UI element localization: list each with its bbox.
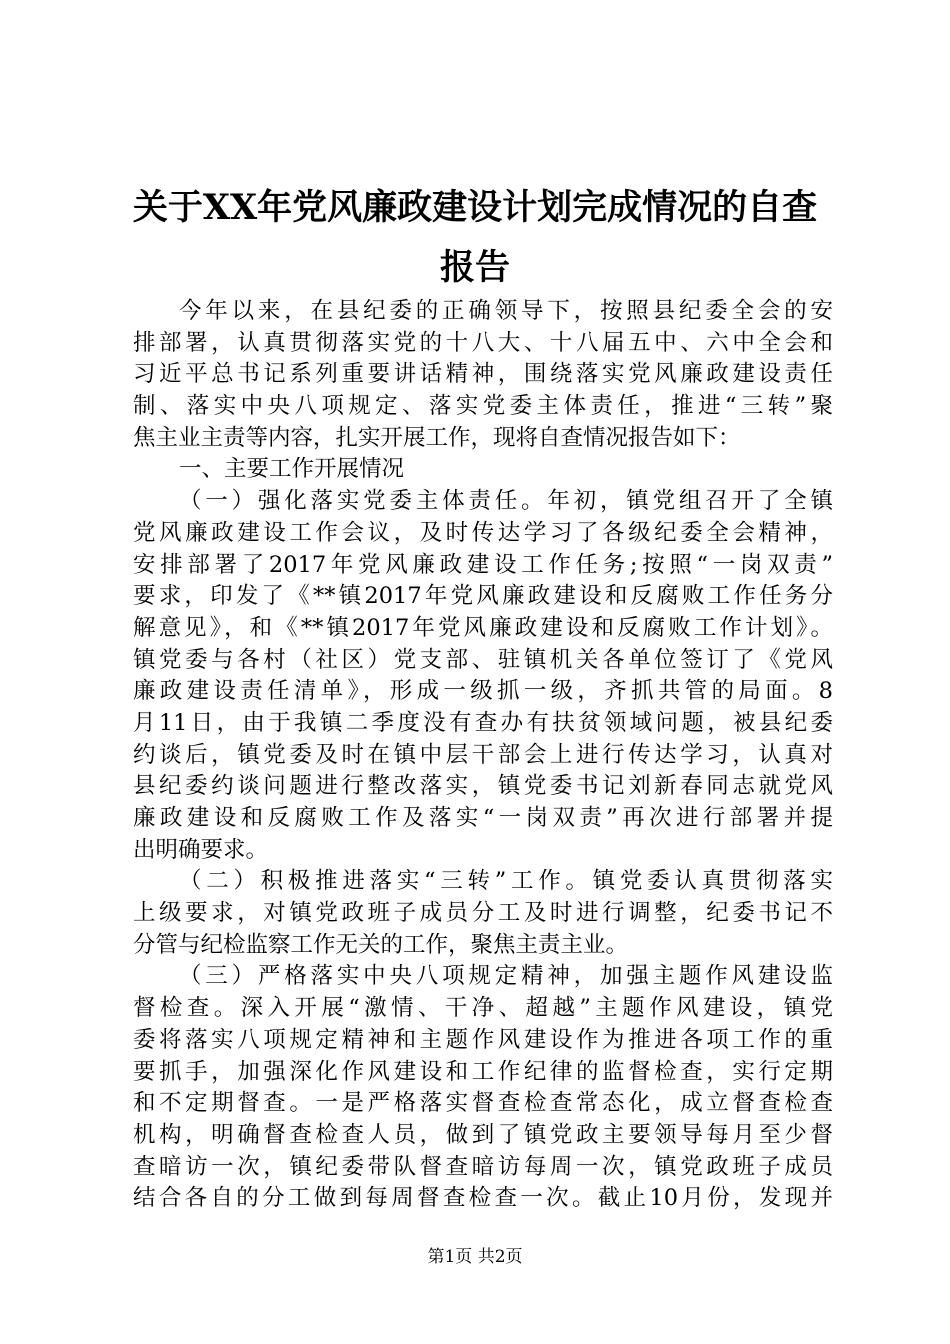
body-line: 习近平总书记系列重要讲话精神，围绕落实党风廉政建设责任 — [133, 361, 833, 388]
body-line: 委将落实八项规定精神和主题作风建设作为推进各项工作的重 — [133, 1026, 833, 1053]
body-line: 分管与纪检监察工作无关的工作，聚焦主责主业。 — [133, 931, 629, 958]
body-line: 镇党委与各村（社区）党支部、驻镇机关各单位签订了《党风 — [133, 646, 833, 673]
body-line: 要抓手，加强深化作风建设和工作纪律的监督检查，实行定期 — [133, 1058, 833, 1085]
body-line: 出明确要求。 — [133, 836, 269, 863]
body-line: 要求，印发了《**镇2017年党风廉政建设和反腐败工作任务分 — [133, 583, 833, 610]
body-line: （三）严格落实中央八项规定精神，加强主题作风建设监 — [179, 963, 833, 990]
body-line: 解意见》，和《**镇2017年党风廉政建设和反腐败工作计划》。 — [133, 614, 833, 641]
body-line: 排部署，认真贯彻落实党的十八大、十八届五中、六中全会和 — [133, 329, 833, 356]
body-line: （二）积极推进落实“三转”工作。镇党委认真贯彻落实 — [179, 868, 833, 895]
document-body — [133, 296, 833, 1215]
document-title-line-2: 报告 — [439, 247, 510, 288]
body-line: 查暗访一次，镇纪委带队督查暗访每周一次，镇党政班子成员 — [133, 1153, 833, 1180]
body-line: 机构，明确督查检查人员，做到了镇党政主要领导每月至少督 — [133, 1121, 833, 1148]
page-footer: 第1页 共2页 — [427, 1247, 523, 1267]
section-heading: 一、主要工作开展情况 — [179, 456, 405, 483]
body-line: 焦主业主责等内容，扎实开展工作，现将自查情况报告如下： — [133, 424, 741, 451]
body-line: 结合各自的分工做到每周督查检查一次。截止10月份，发现并 — [133, 1185, 833, 1212]
body-line: 党风廉政建设工作会议，及时传达学习了各级纪委全会精神， — [133, 519, 833, 546]
body-line: 县纪委约谈问题进行整改落实，镇党委书记刘新春同志就党风 — [133, 773, 833, 800]
document-title-line-1: 关于XX年党风廉政建设计划完成情况的自查 — [132, 187, 818, 228]
body-line: 和不定期督查。一是严格落实督查检查常态化，成立督查检查 — [133, 1090, 833, 1117]
body-line: 制、落实中央八项规定、落实党委主体责任，推进“三转”聚 — [133, 393, 833, 420]
body-line: 约谈后，镇党委及时在镇中层干部会上进行传达学习，认真对 — [133, 741, 833, 768]
body-line: 今年以来，在县纪委的正确领导下，按照县纪委全会的安 — [179, 298, 833, 324]
body-line: （一）强化落实党委主体责任。年初，镇党组召开了全镇 — [179, 488, 833, 515]
body-line: 督检查。深入开展“激情、干净、超越”主题作风建设，镇党 — [133, 995, 833, 1022]
body-line: 上级要求，对镇党政班子成员分工及时进行调整，纪委书记不 — [133, 900, 833, 927]
body-line: 廉政建设责任清单》，形成一级抓一级，齐抓共管的局面。8 — [133, 678, 833, 705]
body-line: 廉政建设和反腐败工作及落实“一岗双责”再次进行部署并提 — [133, 805, 833, 831]
body-line: 月11日，由于我镇二季度没有查办有扶贫领域问题，被县纪委 — [133, 709, 833, 736]
body-line: 安排部署了2017年党风廉政建设工作任务;按照“一岗双责” — [133, 551, 833, 578]
